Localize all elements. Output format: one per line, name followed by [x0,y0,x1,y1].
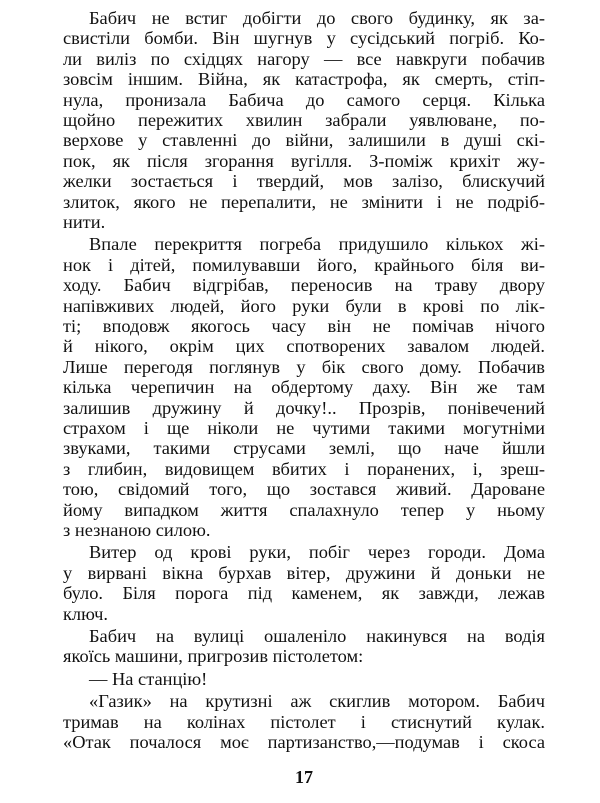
text-line: пок, як після згорання вугілля. З-поміж крихіт жу- [63,150,545,171]
text-line: Лише перегодя поглянув у бік свого дому. Побачив [63,356,545,377]
text-line: звуками, такими струсами землі, що наче йшли [63,438,545,459]
text-line: «Отак почалося моє партизанство,—подумав і скоса [63,732,545,752]
page-body [63,8,545,798]
text-line: Бабич не встиг добігти до свого будинку, як за- [89,8,545,28]
text-line: — На станцію! [89,668,208,689]
text-line: йому випадком життя спалахнуло тепер у ньому [63,499,545,520]
text-line: верхове у ставленні до війни, залишили в душі скі- [63,130,545,151]
text-line: щойно пережитих хвилин забрали уявлюване, по- [63,110,545,130]
page-number: 17 [295,767,313,788]
text-line: зовсім іншим. Війна, як катастрофа, як смерть, стіп- [63,69,545,90]
text-line: ходу. Бабич відгрібав, переносив на траву двору [63,275,545,296]
text-line: «Газик» на крутизні аж скиглив мотором. Бабич [89,691,545,712]
text-line: нити. [63,212,106,232]
text-line: якоїсь машини, пригрозив пістолетом: [63,646,364,667]
text-line: Витер од крові руки, побіг через городи. Дома [89,542,545,563]
text-line: з глибин, видовищем вбитих і поранених, і, зреш- [63,458,545,479]
text-line: у вирвані вікна бурхав вітер, дружини й доньки не [63,562,545,583]
text-line: тримав на колінах пістолет і стиснутий кулак. [63,711,545,732]
text-line: з незнаною силою. [63,520,211,540]
text-line: свистіли бомби. Він шугнув у сусідський погріб. Ко- [63,28,545,49]
text-line: страхом і ще ніколи не чутими такими могутніми [63,418,545,438]
text-line: ті; вподовж якогось часу він не помічав нічого [63,316,545,336]
text-line: напівживих людей, його руки були в крові по лік- [63,295,545,316]
text-line: Бабич на вулиці ошаленіло накинувся на водія [89,626,545,646]
text-line: кілька черепичин на обдертому даху. Він же там [63,377,545,398]
text-line: нок і дітей, помилувавши його, крайнього біля ви- [63,254,545,275]
text-line: желки зостається і твердий, мов залізо, блискучий [63,171,545,192]
text-line: й нікого, окрім цих спотворених завалом людей. [63,336,545,357]
text-line: тою, свідомий того, що зостався живий. Дароване [63,479,545,500]
text-line: нула, пронизала Бабича до самого серця. Кілька [63,89,545,110]
text-line: ключ. [63,603,108,624]
text-line: Впале перекриття погреба придушило кількох жі- [89,234,545,255]
text-line: залишив дружину й дочку!.. Прозрів, понівечений [63,397,545,418]
text-line: ли виліз по східцях нагору — все навкруги побачив [63,48,545,69]
text-line: злиток, якого не перепалити, не змінити і не подріб- [63,191,545,212]
text-line: було. Біля порога під каменем, як завжди, лежав [63,583,545,604]
